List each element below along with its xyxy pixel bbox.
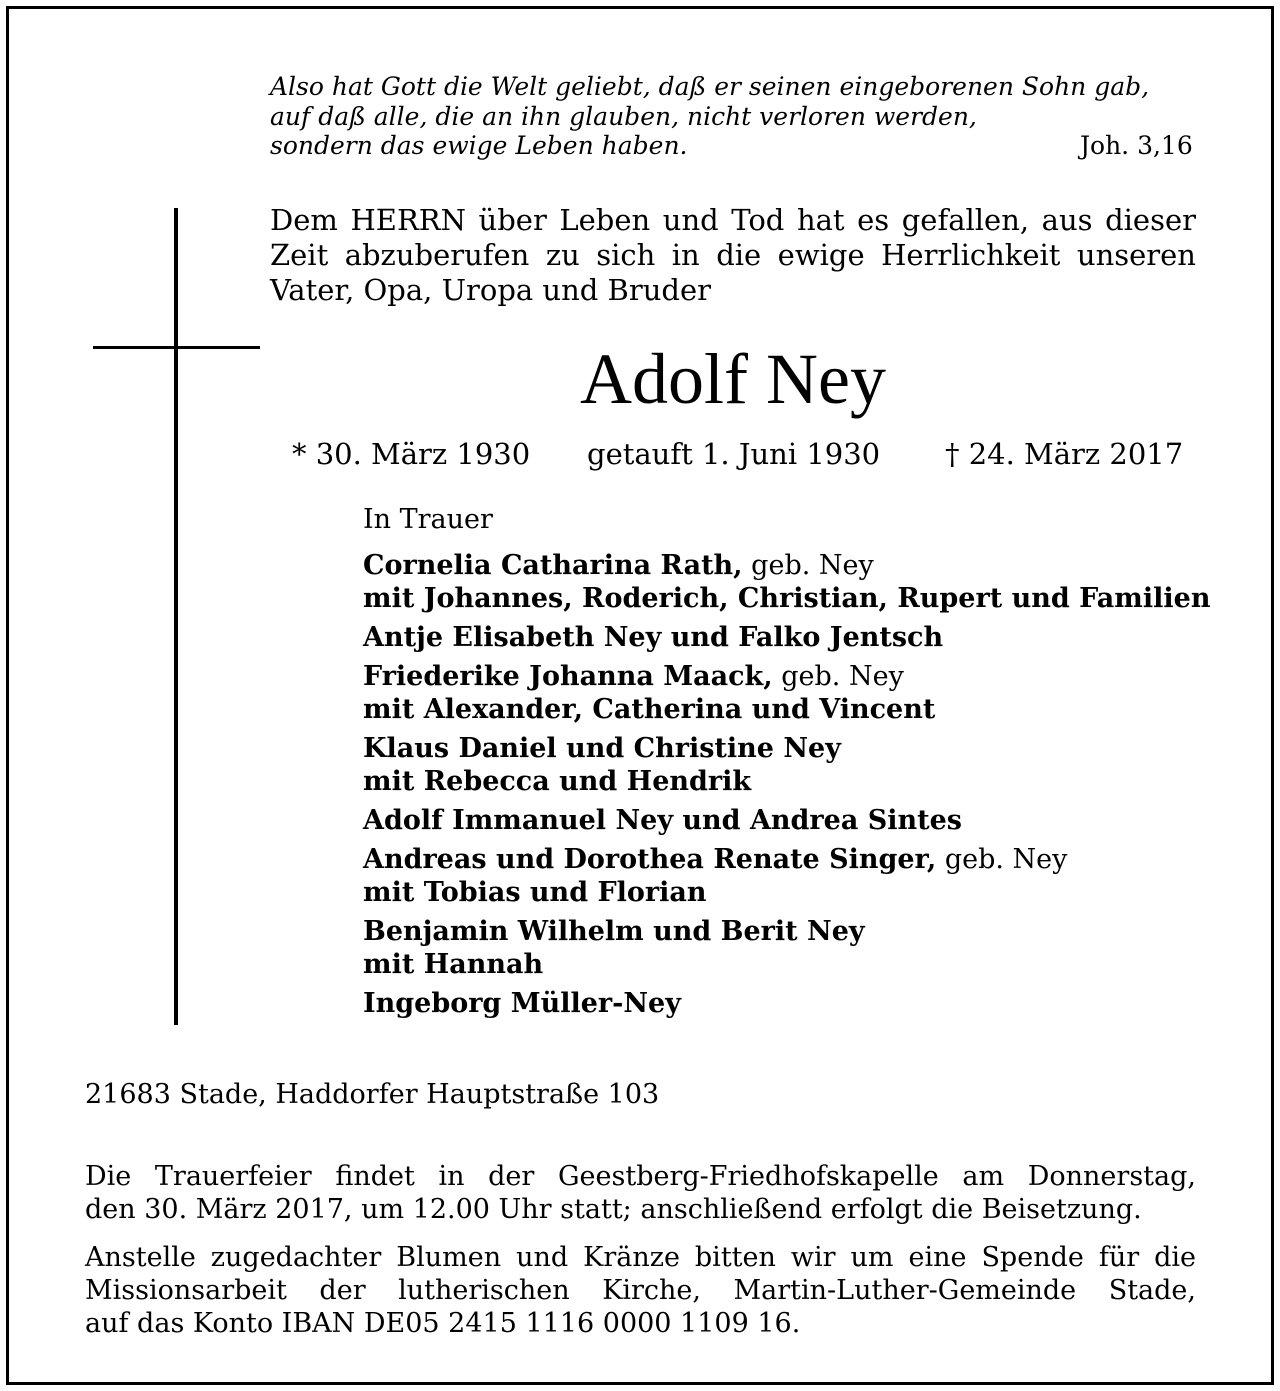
donation-line: Missionsarbeit der lutherischen Kirche, Martin-Luther-Gemeinde Stade, bbox=[85, 1275, 1196, 1306]
death-date: † 24. März 2017 bbox=[945, 437, 1184, 471]
mourner-group bbox=[363, 549, 1211, 615]
mourner-name: Andreas und Dorothea Renate Singer, bbox=[363, 844, 937, 875]
mourner-group bbox=[363, 843, 1203, 909]
mourner-line bbox=[363, 987, 1203, 1020]
family-address: 21683 Stade, Haddorfer Hauptstraße 103 bbox=[85, 1079, 660, 1110]
intro-line: Dem HERRN über Leben und Tod hat es gefallen, aus dieser bbox=[270, 203, 1196, 237]
mourner-name: Cornelia Catharina Rath, bbox=[363, 550, 743, 581]
mourner-children: mit Hannah bbox=[363, 949, 544, 980]
mourner-name: Antje Elisabeth Ney und Falko Jentsch bbox=[363, 622, 944, 653]
mourner-group bbox=[363, 915, 1203, 981]
mourner-children: mit Alexander, Catherina und Vincent bbox=[363, 694, 936, 725]
mourner-line bbox=[363, 732, 1203, 765]
mourner-group bbox=[363, 660, 1203, 726]
baptism-date: getauft 1. Juni 1930 bbox=[587, 437, 881, 471]
mourner-maiden-name: geb. Ney bbox=[742, 550, 874, 581]
mourner-name: Ingeborg Müller-Ney bbox=[363, 988, 681, 1019]
donation-line: auf das Konto IBAN DE05 2415 1116 0000 1109 16. bbox=[85, 1308, 801, 1339]
mourning-label: In Trauer bbox=[363, 504, 493, 535]
mourner-children: mit Rebecca und Hendrik bbox=[363, 766, 752, 797]
mourner-list bbox=[363, 549, 1211, 1026]
verse-line: Also hat Gott die Welt geliebt, daß er seinen eingeborenen Sohn gab, bbox=[270, 72, 1150, 101]
mourner-line bbox=[363, 621, 1203, 654]
mourner-name: Benjamin Wilhelm und Berit Ney bbox=[363, 916, 865, 947]
mourner-group bbox=[363, 732, 1203, 798]
mourner-name: Adolf Immanuel Ney und Andrea Sintes bbox=[363, 805, 962, 836]
mourner-maiden-name: geb. Ney bbox=[936, 844, 1068, 875]
donation-info bbox=[85, 1241, 1196, 1340]
funeral-line: Die Trauerfeier findet in der Geestberg-Friedhofskapelle am Donnerstag, bbox=[85, 1161, 1196, 1192]
verse-reference: Joh. 3,16 bbox=[1080, 131, 1193, 160]
intro-text bbox=[270, 203, 1196, 308]
mourner-line bbox=[363, 549, 1203, 582]
mourner-name: Friederike Johanna Maack, bbox=[363, 661, 773, 692]
mourner-group bbox=[363, 804, 1203, 837]
mourner-group bbox=[363, 621, 1203, 654]
deceased-name: Adolf Ney bbox=[580, 339, 886, 419]
mourner-name: Klaus Daniel und Christine Ney bbox=[363, 733, 841, 764]
mourner-line bbox=[363, 843, 1203, 876]
mourner-line bbox=[363, 804, 1203, 837]
mourner-children: mit Tobias und Florian bbox=[363, 877, 707, 908]
verse-line: sondern das ewige Leben haben. bbox=[270, 131, 688, 160]
funeral-info bbox=[85, 1160, 1196, 1226]
intro-line: Vater, Opa, Uropa und Bruder bbox=[270, 273, 711, 307]
birth-date: * 30. März 1930 bbox=[292, 437, 531, 471]
mourner-maiden-name: geb. Ney bbox=[772, 661, 904, 692]
mourner-children: mit Johannes, Roderich, Christian, Rupert und Familien bbox=[363, 583, 1211, 614]
mourner-line bbox=[363, 660, 1203, 693]
cross-icon-crossbar bbox=[93, 346, 260, 349]
verse-line: auf daß alle, die an ihn glauben, nicht verloren werden, bbox=[270, 101, 977, 131]
mourner-line bbox=[363, 915, 1203, 948]
cross-icon bbox=[174, 208, 178, 1025]
funeral-line: den 30. März 2017, um 12.00 Uhr statt; anschließend erfolgt die Beisetzung. bbox=[85, 1194, 1142, 1225]
intro-line: Zeit abzuberufen zu sich in die ewige Herrlichkeit unseren bbox=[270, 238, 1196, 272]
mourner-group bbox=[363, 987, 1203, 1020]
bible-verse bbox=[270, 72, 1196, 161]
donation-line: Anstelle zugedachter Blumen und Kränze bitten wir um eine Spende für die bbox=[85, 1242, 1196, 1273]
